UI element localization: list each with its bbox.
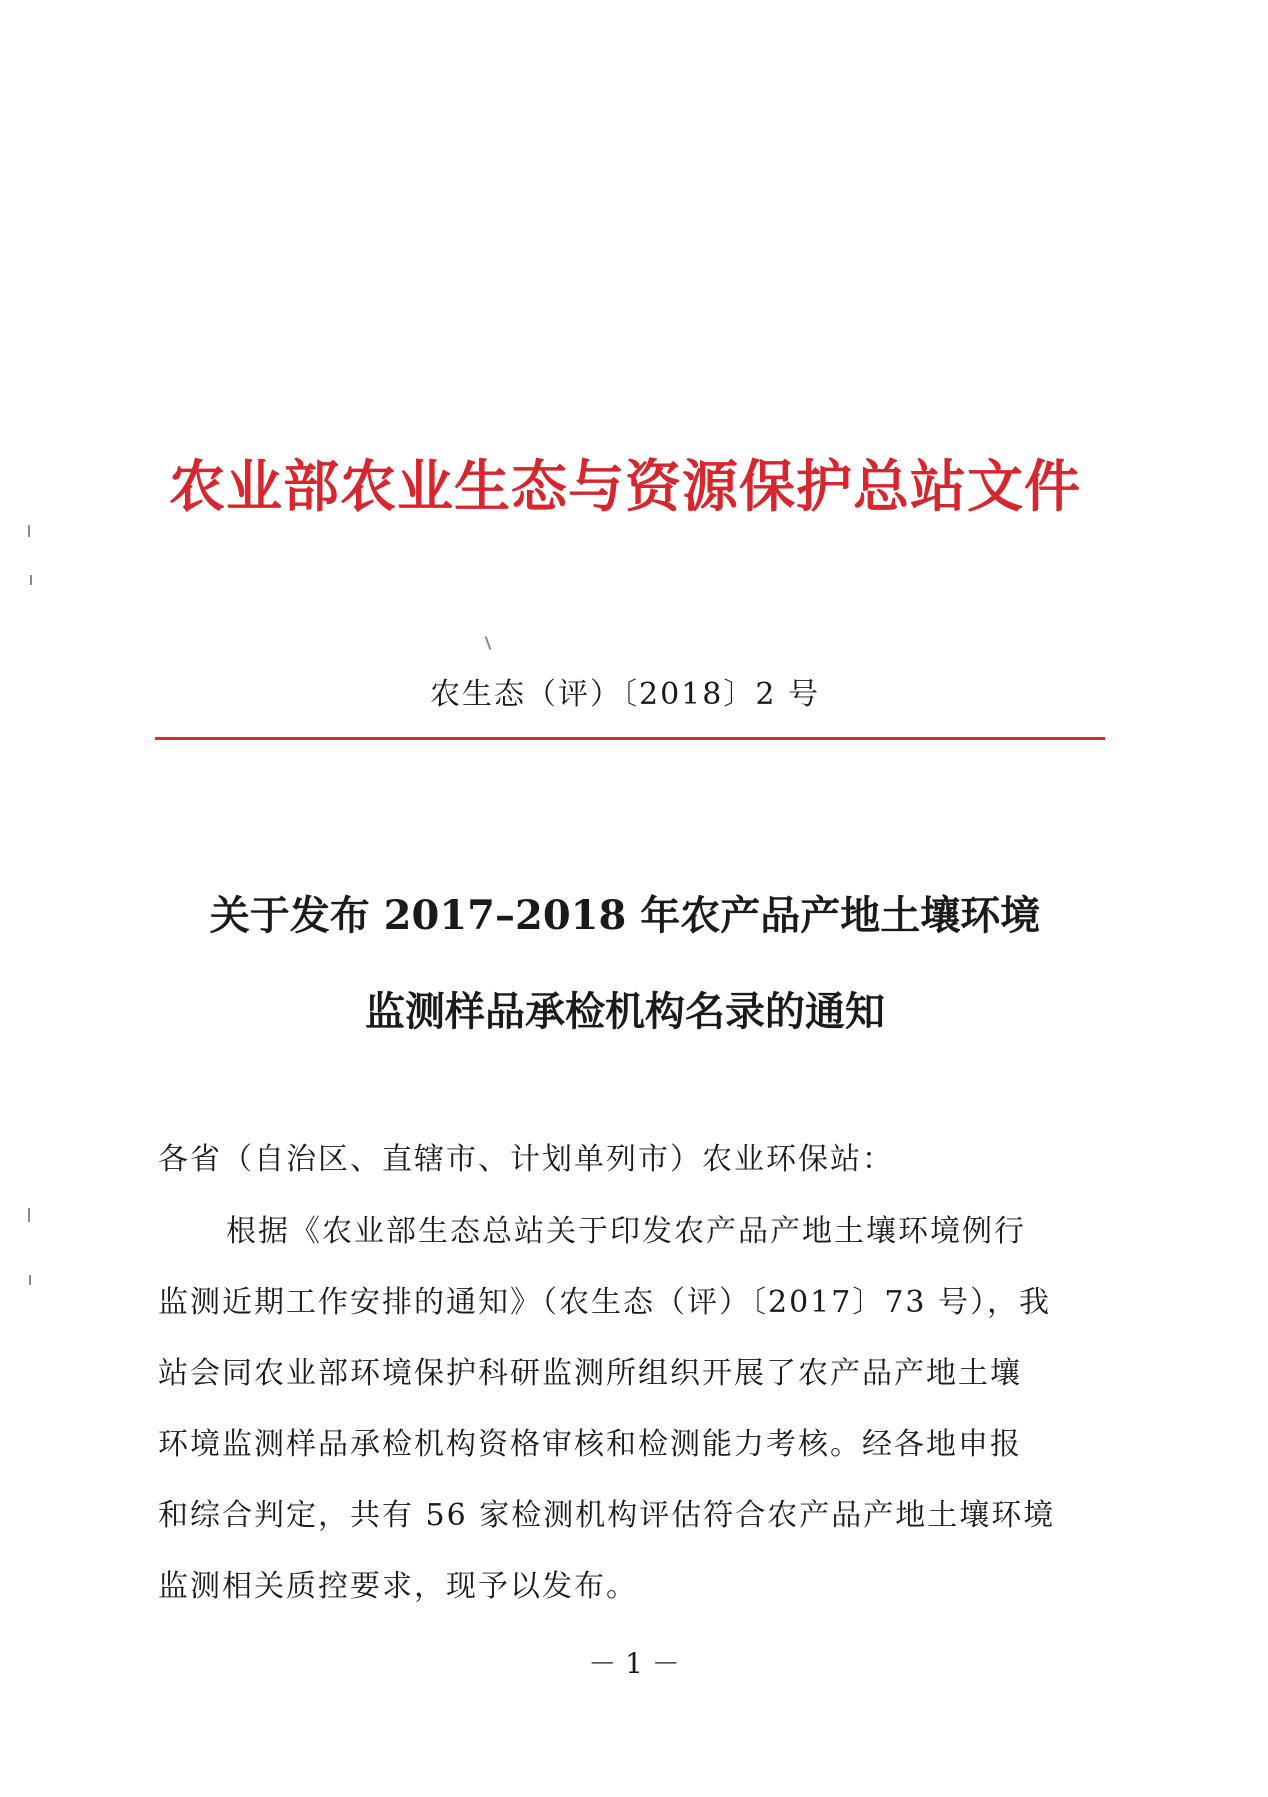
body-line: 环境监测样品承检机构资格审核和检测能力考核。经各地申报 — [158, 1427, 1022, 1462]
issuer-header: 农业部农业生态与资源保护总站文件 — [169, 454, 1081, 520]
scan-artifact — [485, 636, 492, 650]
scan-artifact — [28, 1208, 30, 1222]
body-line: 监测近期工作安排的通知》（农生态（评）〔2017〕73 号），我 — [158, 1285, 1052, 1320]
body-line: 站会同农业部环境保护科研监测所组织开展了农产品产地土壤 — [158, 1356, 1022, 1391]
scan-artifact — [29, 1275, 31, 1285]
body-line: 根据《农业部生态总站关于印发农产品产地土壤环境例行 — [226, 1214, 1026, 1249]
body-line: 和综合判定，共有 56 家检测机构评估符合农产品产地土壤环境 — [158, 1498, 1056, 1533]
body-line: 监测相关质控要求，现予以发布。 — [158, 1569, 638, 1604]
scan-artifact — [30, 575, 32, 585]
addressee: 各省（自治区、直辖市、计划单列市）农业环保站： — [158, 1142, 894, 1177]
scan-artifact — [28, 525, 30, 537]
page-number: － 1 － — [588, 1647, 680, 1680]
red-divider-line — [155, 737, 1105, 740]
document-number: 农生态（评）〔2018〕2 号 — [430, 677, 820, 712]
notice-title-line-2: 监测样品承检机构名录的通知 — [365, 988, 885, 1035]
notice-title-line-1: 关于发布 2017–2018 年农产品产地土壤环境 — [209, 892, 1041, 939]
